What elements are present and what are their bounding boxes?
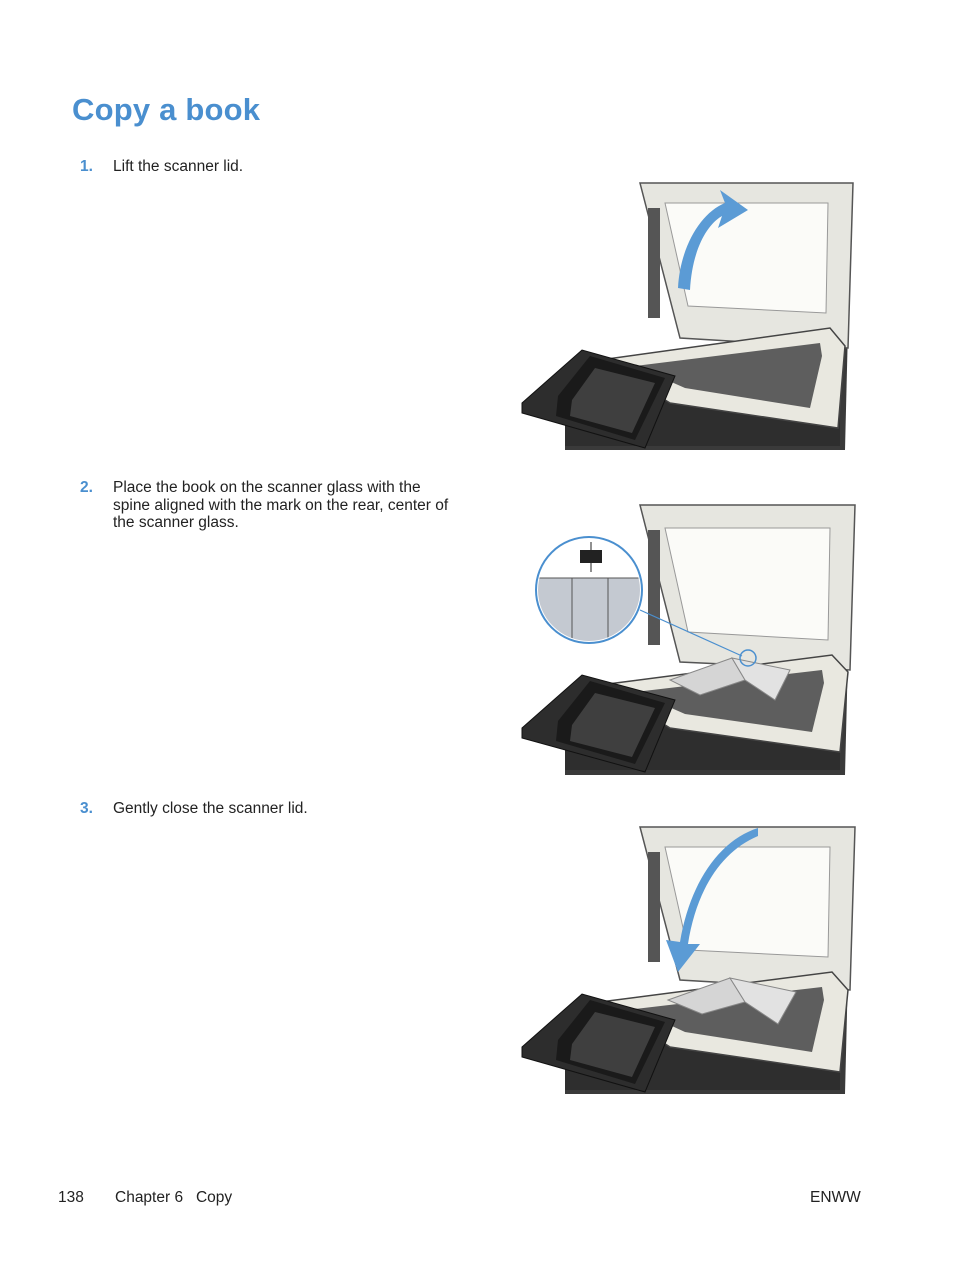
scanner-lid [640,505,855,670]
page-title: Copy a book [72,92,261,127]
printer-lid-close-illustration [520,822,860,1094]
book-on-glass-illustration [520,500,860,775]
scanner-lid [640,827,855,990]
step-number: 1. [80,158,93,175]
step-3 [80,800,450,818]
page-number: 138 [58,1189,84,1206]
step-text: Gently close the scanner lid. [113,800,308,817]
step-text: Lift the scanner lid. [113,158,244,175]
printer-lid-open-illustration [520,178,860,450]
step-number: 2. [80,479,93,496]
step-number: 3. [80,800,93,817]
step-2 [80,479,450,532]
step-text: Place the book on the scanner glass with the spine aligned with the mark on the rear, center of the scanner glass. [113,479,449,531]
chapter-label: Chapter 6 Copy [115,1189,233,1206]
step-1 [80,158,450,176]
locale-code: ENWW [810,1189,861,1206]
magnifier-callout [530,537,650,650]
scanner-lid [640,183,853,348]
